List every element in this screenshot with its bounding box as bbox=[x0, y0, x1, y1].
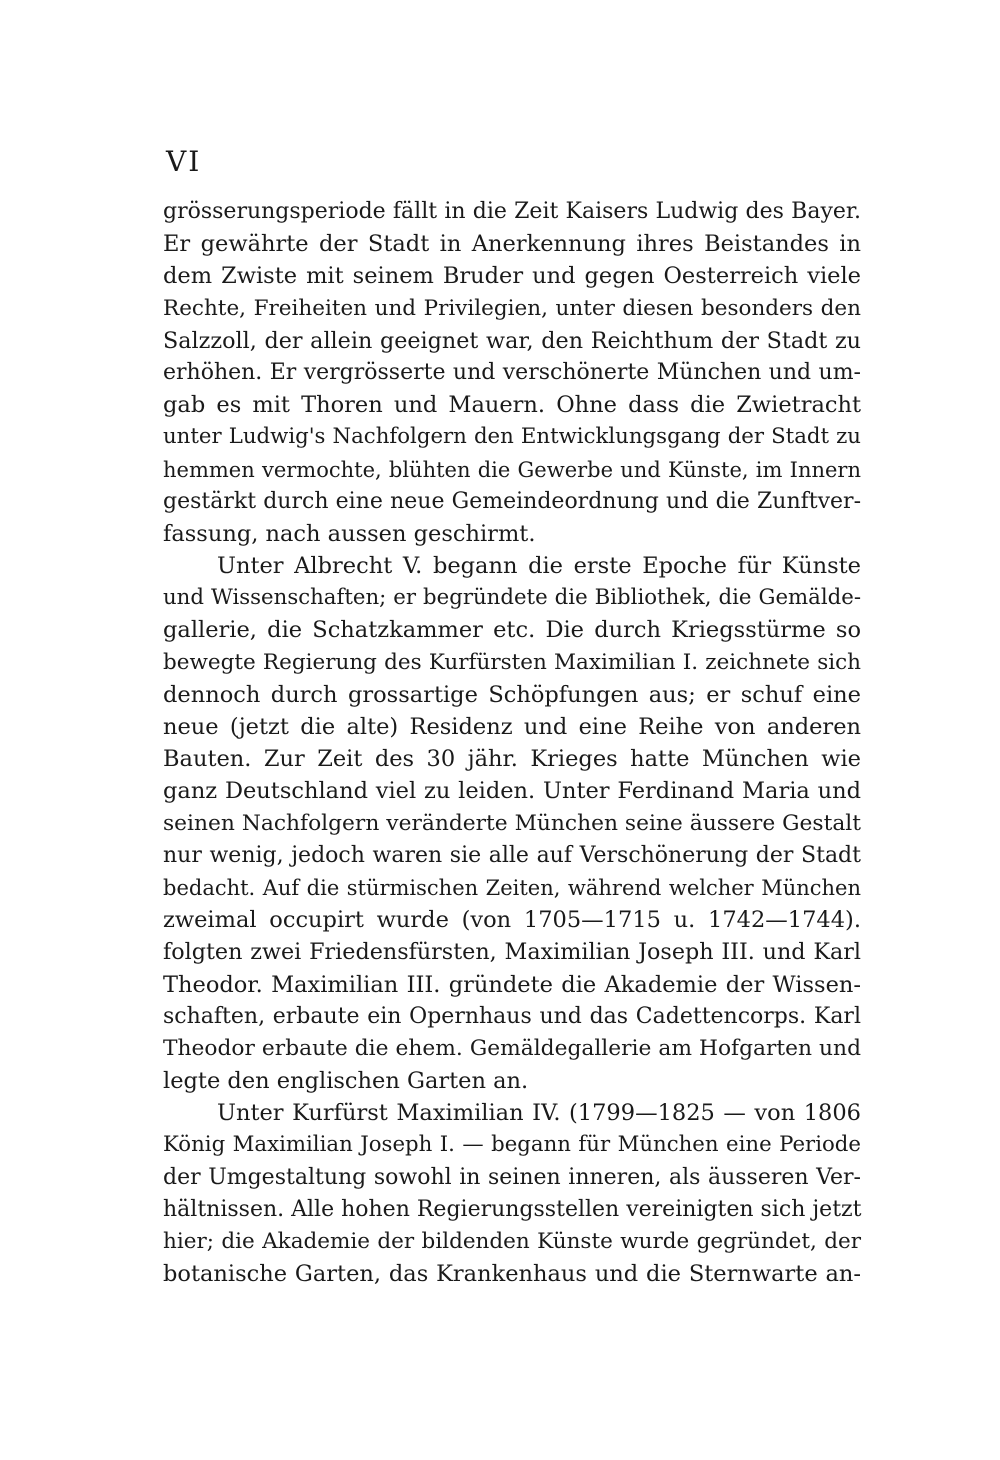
text-line: gab es mit Thoren und Mauern. Ohne dass die Zwietracht bbox=[163, 392, 861, 419]
text-line: grösserungsperiode fällt in die Zeit Kaisers Ludwig des Bayer. bbox=[163, 199, 861, 224]
text-line: botanische Garten, das Krankenhaus und die Sternwarte an- bbox=[163, 1261, 861, 1288]
text-line: dem Zwiste mit seinem Bruder und gegen Oesterreich viele bbox=[163, 263, 861, 290]
text-line: Rechte, Freiheiten und Privilegien, unter diesen besonders den bbox=[163, 295, 861, 321]
text-line: König Maximilian Joseph I. — begann für München eine Periode bbox=[163, 1132, 861, 1158]
text-line: legte den englischen Garten an. bbox=[163, 1068, 529, 1095]
text-line: seinen Nachfolgern veränderte München seine äussere Gestalt bbox=[163, 810, 861, 836]
text-line: der Umgestaltung sowohl in seinen inneren, als äusseren Ver- bbox=[163, 1164, 861, 1190]
text-line: Bauten. Zur Zeit des 30 jähr. Krieges hatte München wie bbox=[163, 746, 861, 773]
text-line: Er gewährte der Stadt in Anerkennung ihres Beistandes in bbox=[163, 231, 861, 258]
text-line: unter Ludwig's Nachfolgern den Entwicklungsgang der Stadt zu bbox=[163, 424, 861, 450]
text-line: fassung, nach aussen geschirmt. bbox=[163, 520, 536, 547]
paragraph bbox=[163, 550, 861, 1097]
text-line: hemmen vermochte, blühten die Gewerbe und Künste, im Innern bbox=[163, 457, 861, 482]
text-line: Unter Kurfürst Maximilian IV. (1799—1825 — von 1806 bbox=[217, 1100, 861, 1127]
text-line: Theodor erbaute die ehem. Gemäldegallerie am Hofgarten und bbox=[163, 1035, 861, 1061]
text-line: folgten zwei Friedensfürsten, Maximilian Joseph III. und Karl bbox=[163, 939, 861, 966]
text-line: bedacht. Auf die stürmischen Zeiten, während welcher München bbox=[163, 875, 861, 900]
paragraph bbox=[163, 196, 861, 550]
text-line: und Wissenschaften; er begründete die Bibliothek, die Gemälde- bbox=[163, 585, 861, 611]
text-line: bewegte Regierung des Kurfürsten Maximilian I. zeichnete sich bbox=[163, 649, 861, 675]
text-line: ganz Deutschland viel zu leiden. Unter Ferdinand Maria und bbox=[163, 778, 861, 805]
text-line: zweimal occupirt wurde (von 1705—1715 u. 1742—1744). bbox=[163, 907, 861, 934]
body-text bbox=[163, 196, 861, 1290]
text-line: hier; die Akademie der bildenden Künste wurde gegründet, der bbox=[163, 1229, 861, 1254]
text-line: nur wenig, jedoch waren sie alle auf Verschönerung der Stadt bbox=[163, 842, 861, 868]
page-number: VI bbox=[166, 145, 202, 178]
text-line: neue (jetzt die alte) Residenz und eine Reihe von anderen bbox=[163, 714, 861, 740]
text-line: schaften, erbaute ein Opernhaus und das Cadettencorps. Karl bbox=[163, 1003, 861, 1029]
text-line: gallerie, die Schatzkammer etc. Die durch Kriegsstürme so bbox=[163, 617, 861, 644]
text-line: Salzzoll, der allein geeignet war, den Reichthum der Stadt zu bbox=[163, 327, 861, 354]
text-line: Unter Albrecht V. begann die erste Epoche für Künste bbox=[217, 553, 861, 580]
paragraph bbox=[163, 1097, 861, 1290]
text-line: gestärkt durch eine neue Gemeindeordnung und die Zunftver- bbox=[163, 488, 861, 514]
text-line: dennoch durch grossartige Schöpfungen aus; er schuf eine bbox=[163, 681, 861, 708]
text-line: erhöhen. Er vergrösserte und verschönerte München und um- bbox=[163, 359, 861, 385]
text-line: Theodor. Maximilian III. gründete die Akademie der Wissen- bbox=[163, 971, 861, 998]
text-line: hältnissen. Alle hohen Regierungsstellen vereinigten sich jetzt bbox=[163, 1196, 862, 1222]
